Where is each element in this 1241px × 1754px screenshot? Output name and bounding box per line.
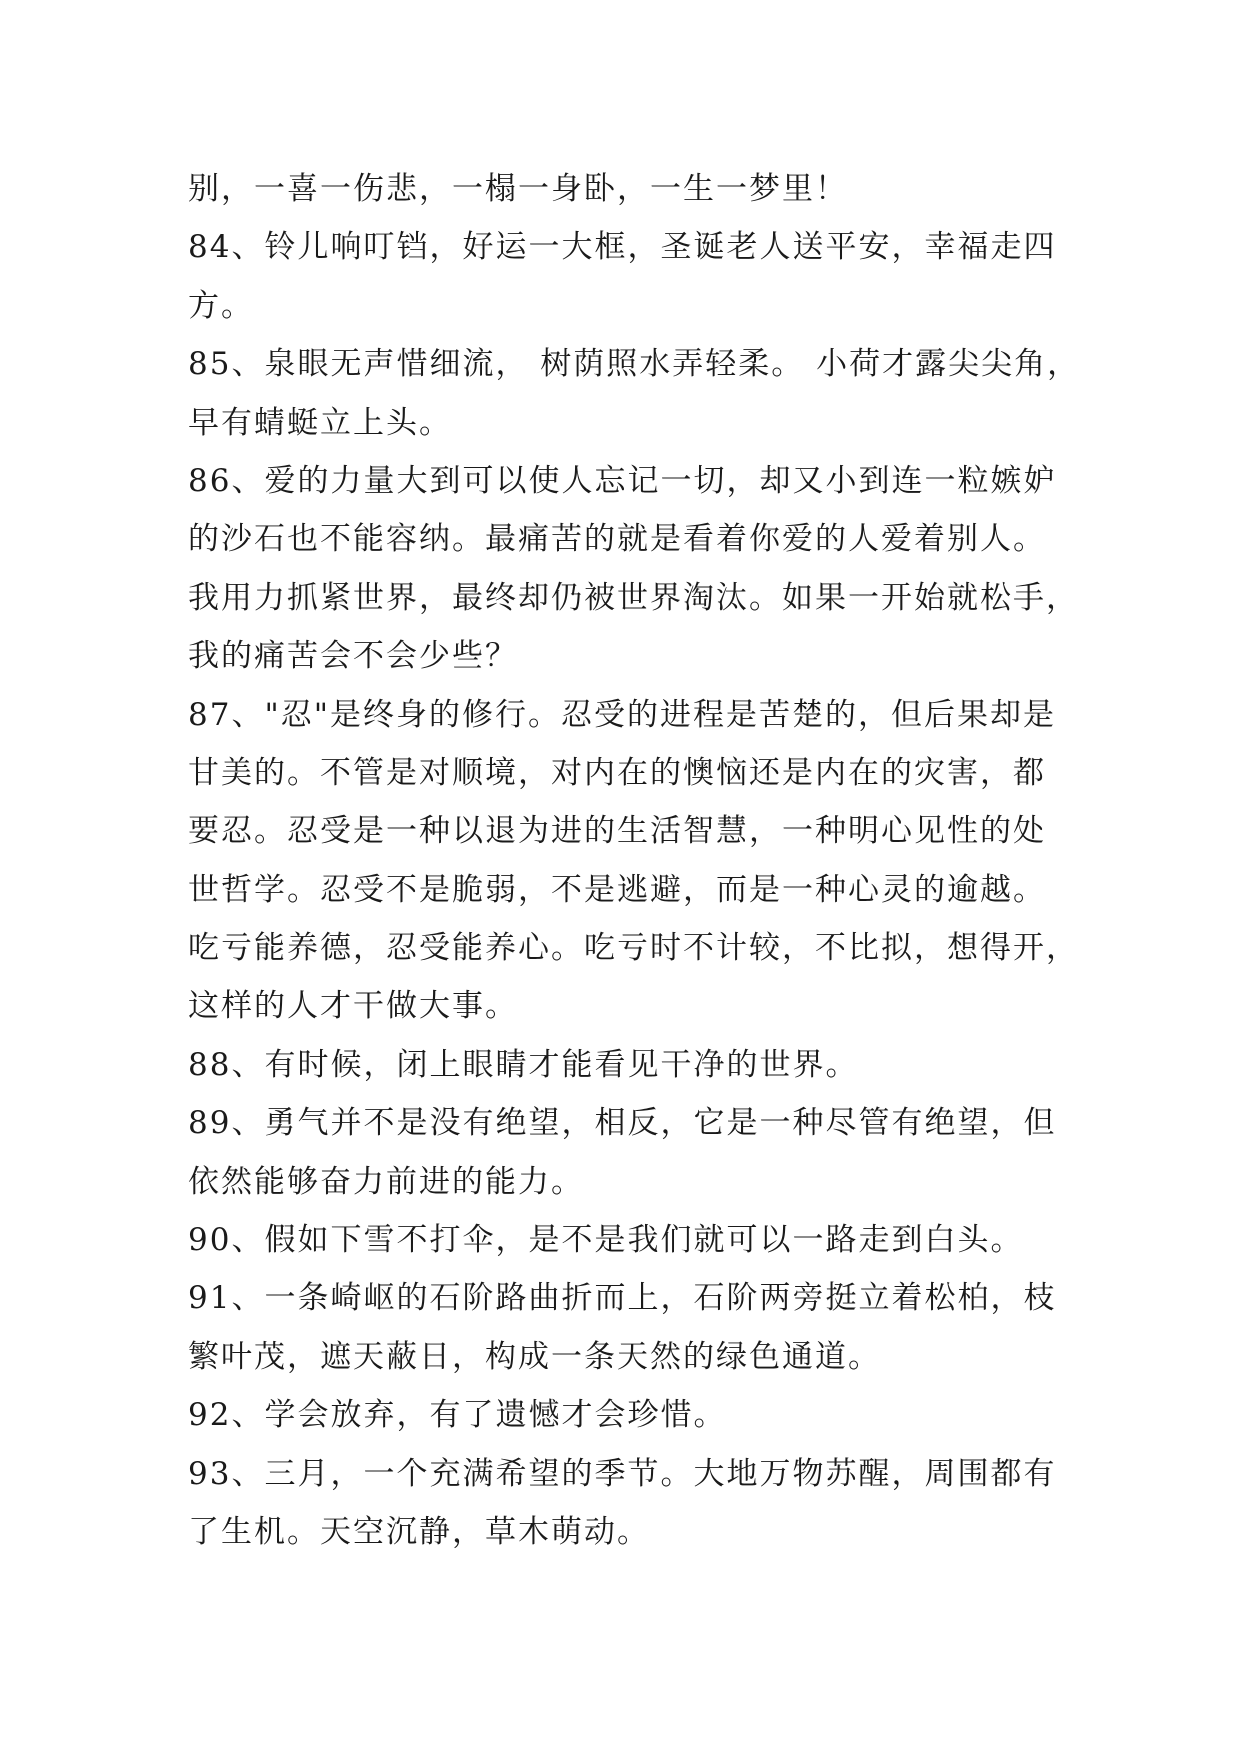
text-line: 90、假如下雪不打伞，是不是我们就可以一路走到白头。 [188,1222,1024,1259]
text-line: 依然能够奋力前进的能力。 [188,1163,584,1200]
text-line: 了生机。天空沉静，草木萌动。 [188,1513,650,1550]
document-body [188,160,1081,1561]
text-line: 我的痛苦会不会少些？ [188,638,518,675]
text-line: 我用力抓紧世界，最终却仍被世界淘汰。如果一开始就松手， [188,579,1079,616]
text-line: 要忍。忍受是一种以退为进的生活智慧，一种明心见性的处 [188,813,1046,850]
text-line: 88、有时候，闭上眼睛才能看见干净的世界。 [188,1046,859,1083]
text-line: 甘美的。不管是对顺境，对内在的懊恼还是内在的灾害，都 [188,754,1046,791]
text-line: 85、泉眼无声惜细流， 树荫照水弄轻柔。 小荷才露尖尖角， [188,346,1081,383]
text-line: 这样的人才干做大事。 [188,988,518,1025]
text-line: 早有蜻蜓立上头。 [188,404,452,441]
text-line: 的沙石也不能容纳。最痛苦的就是看着你爱的人爱着别人。 [188,521,1046,558]
text-line: 86、爱的力量大到可以使人忘记一切，却又小到连一粒嫉妒 [188,462,1057,499]
text-line: 91、一条崎岖的石阶路曲折而上，石阶两旁挺立着松柏，枝 [188,1280,1057,1317]
text-line: 84、铃儿响叮铛，好运一大框，圣诞老人送平安，幸福走四 [188,229,1057,266]
text-line: 92、学会放弃，有了遗憾才会珍惜。 [188,1397,727,1434]
text-line: 繁叶茂，遮天蔽日，构成一条天然的绿色通道。 [188,1338,881,1375]
text-line: 别，一喜一伤悲，一榻一身卧，一生一梦里！ [188,171,848,207]
text-line: 87、"忍"是终身的修行。忍受的进程是苦楚的，但后果却是 [188,696,1056,733]
text-line: 方。 [188,287,254,324]
text-line: 世哲学。忍受不是脆弱，不是逃避，而是一种心灵的逾越。 [188,871,1046,908]
text-line: 吃亏能养德，忍受能养心。吃亏时不计较，不比拟，想得开， [188,930,1079,967]
text-line: 89、勇气并不是没有绝望，相反，它是一种尽管有绝望，但 [188,1105,1057,1142]
text-line: 93、三月，一个充满希望的季节。大地万物苏醒，周围都有 [188,1455,1057,1492]
